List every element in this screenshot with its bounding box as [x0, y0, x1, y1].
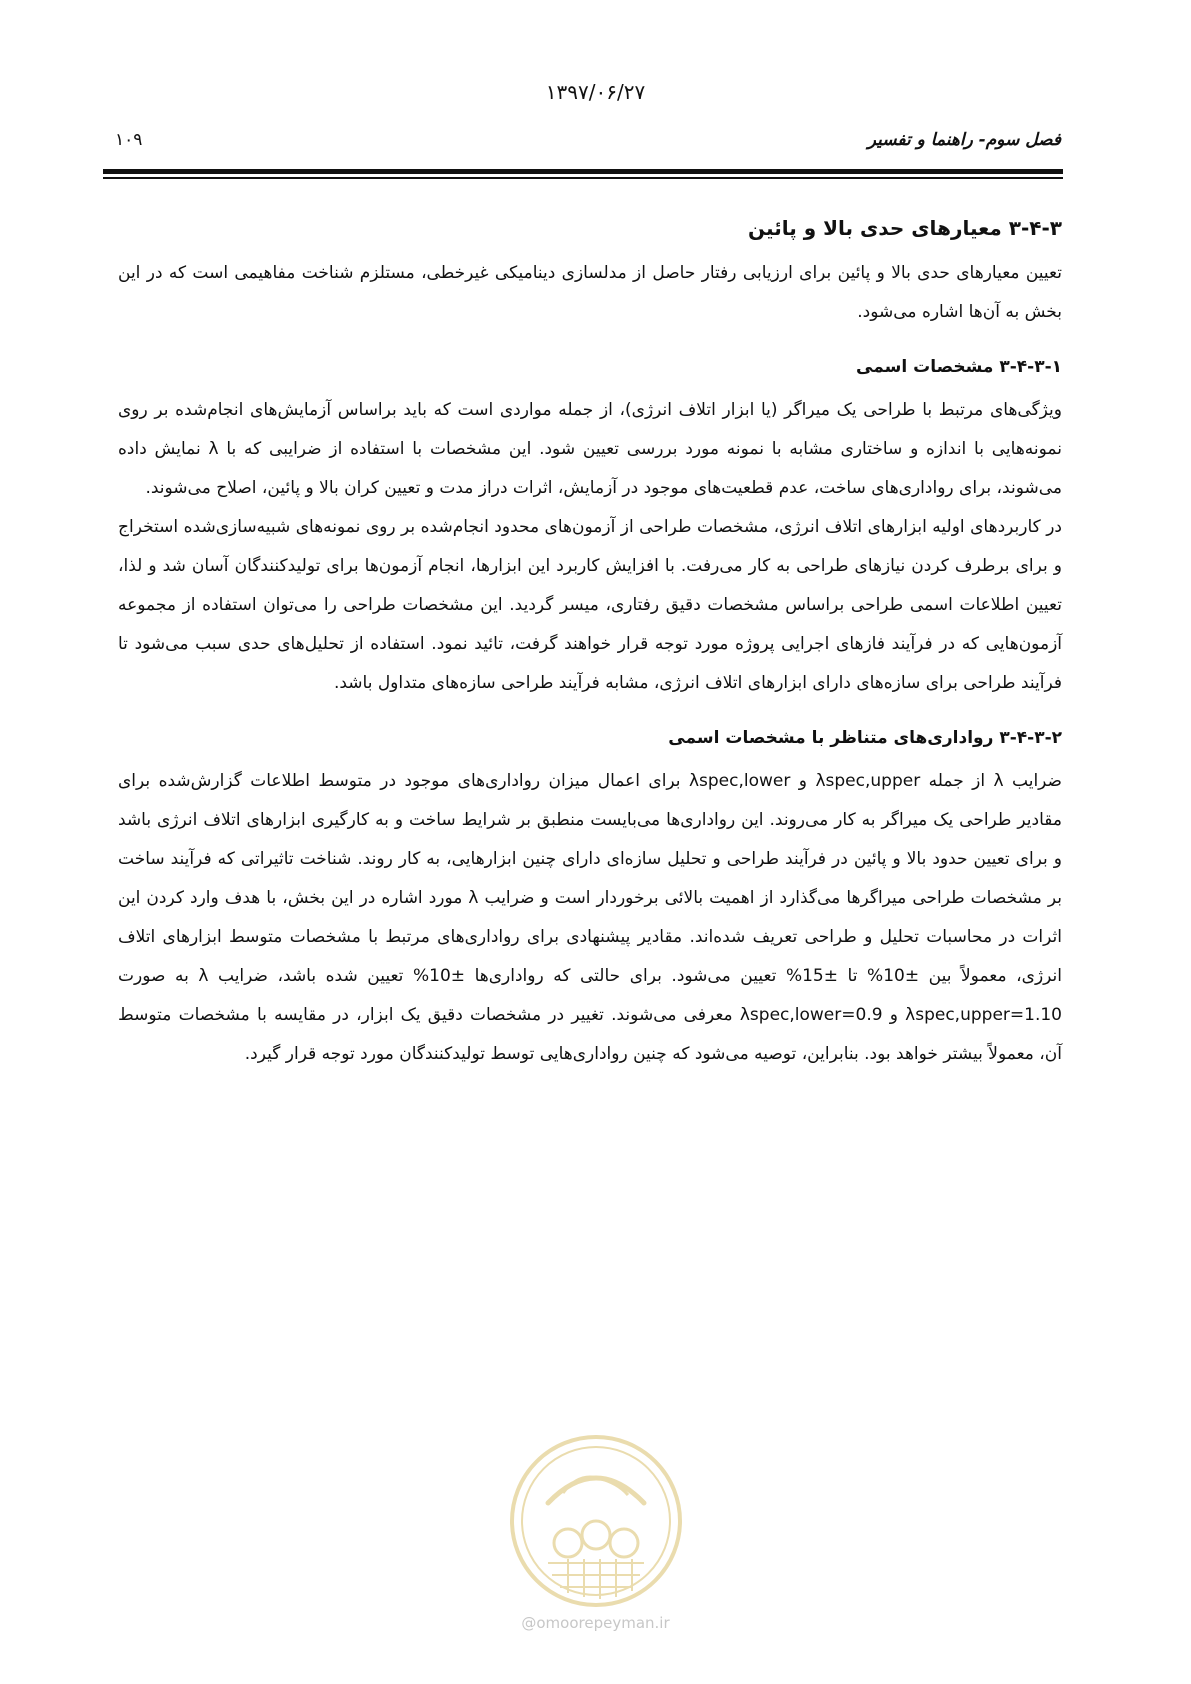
chapter-title: فصل سوم- راهنما و تفسیر — [867, 130, 1061, 150]
header-rule-thick — [103, 169, 1063, 174]
watermark-seal-icon — [508, 1433, 684, 1609]
paragraph-tolerances: ضرایب λ از جمله λspec,upper و λspec,lower برای اعمال میزان رواداری‌های موجود در متوسط اطلاعات گزارش‌شده برای مقادیر طراحی یک میراگر به کار می‌روند. این رواداری‌ها می‌بایست منطبق بر شرایط ساخت و به کارگیری ابزارهای اتلاف انرژی باشد و برای تعیین حدود بالا و پائین در فرآیند طراحی و تحلیل سازه‌ای دارای چنین ابزارهایی، به کار روند. شناخت تاثیراتی که فرآیند ساخت بر مشخصات طراحی میراگرها می‌گذارد از اهمیت بالائی برخوردار است و ضرایب λ مورد اشاره در این بخش، با هدف وارد کردن این اثرات در محاسبات تحلیل و طراحی تعریف شده‌اند. مقادیر پیشنهادی برای رواداری‌های مرتبط با مشخصات متوسط ابزارهای اتلاف انرژی، معمولاً بین ±10% تا ±15% تعیین می‌شود. برای حالتی که رواداری‌ها ±10% تعیین شده باشد، ضرایب λ به صورت λspec,upper=1.10 و λspec,lower=0.9 معرفی می‌شوند. تغییر در مشخصات دقیق یک ابزار، در مقایسه با مشخصات متوسط آن، معمولاً بیشتر خواهد بود. بنابراین، توصیه می‌شود که چنین رواداری‌هایی توسط تولیدکنندگان مورد توجه قرار گیرد. — [118, 771, 1062, 1064]
page-number: ۱۰۹ — [115, 130, 143, 150]
paragraph-nominal-specs-1: ویژگی‌های مرتبط با طراحی یک میراگر (یا ابزار اتلاف انرژی)، از جمله مواردی است که باید براساس آزمایش‌های انجام‌شده بر روی نمونه‌هایی با اندازه و ساختاری مشابه با نمونه مورد بررسی تعیین شود. این مشخصات با استفاده از ضرایبی که با λ نمایش داده می‌شوند، برای رواداری‌های ساخت، عدم قطعیت‌های موجود در آزمایش، اثرات دراز مدت و تعیین کران بالا و پائین، اصلاح می‌شوند. — [118, 400, 1062, 498]
paragraph-nominal-specs-2: در کاربردهای اولیه ابزارهای اتلاف انرژی، مشخصات طراحی از آزمون‌های محدود انجام‌شده بر روی نمونه‌های شبیه‌سازی‌شده استخراج و برای برطرف کردن نیازهای طراحی به کار می‌رفت. با افزایش کاربرد این ابزارها، انجام آزمون‌ها برای تولیدکنندگان آسان شد و لذا، تعیین اطلاعات اسمی طراحی براساس مشخصات دقیق رفتاری، میسر گردید. این مشخصات طراحی را می‌توان استفاده از مجموعه آزمون‌هایی که در فرآیند فازهای اجرایی پروژه مورد توجه قرار خواهند گرفت، تائید نمود. استفاده از تحلیل‌های حدی سبب می‌شود تا فرآیند طراحی برای سازه‌های دارای ابزارهای اتلاف انرژی، مشابه فرآیند طراحی سازه‌های متداول باشد. — [118, 517, 1062, 693]
subsection-heading-nominal-specs: ۳-۴-۳-۱ مشخصات اسمی — [856, 357, 1062, 377]
section-heading: ۳-۴-۳ معیارهای حدی بالا و پائین — [748, 216, 1062, 240]
subsection-heading-tolerances: ۳-۴-۳-۲ رواداری‌های متناظر با مشخصات اسمی — [668, 728, 1062, 748]
page-body — [118, 213, 1062, 1074]
section-intro: تعیین معیارهای حدی بالا و پائین برای ارزیابی رفتار حاصل از مدلسازی دینامیکی غیرخطی، مستلزم شناخت مفاهیمی است که در این بخش به آن‌ها اشاره می‌شود. — [118, 263, 1062, 322]
header-rule-thin — [103, 177, 1063, 179]
document-date: ۱۳۹۷/۰۶/۲۷ — [545, 80, 646, 104]
watermark-url: @omoorepeyman.ir — [521, 1614, 670, 1632]
